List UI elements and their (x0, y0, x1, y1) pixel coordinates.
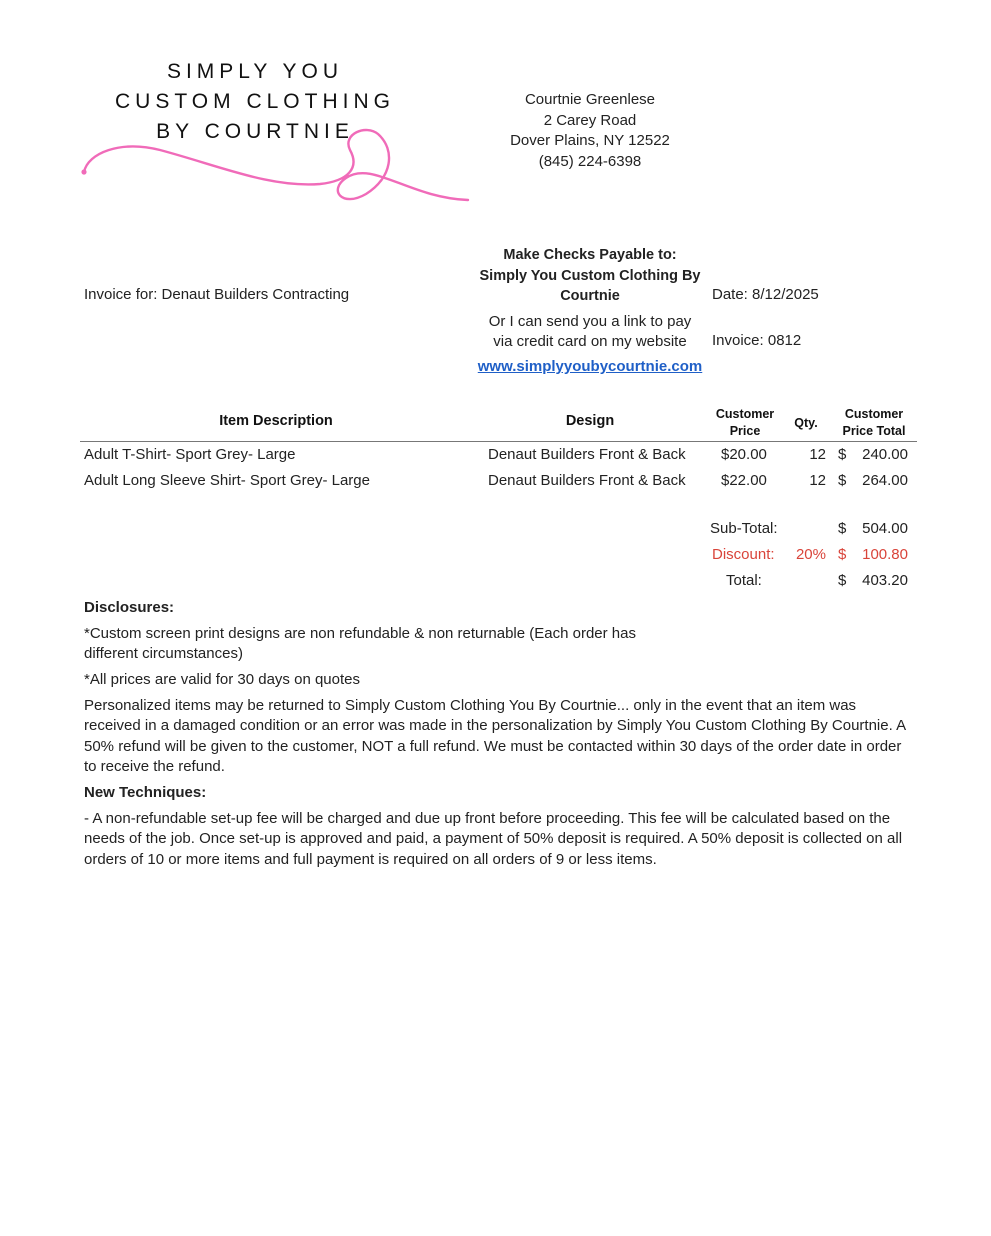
sender-city: Dover Plains, NY 12522 (510, 132, 670, 149)
disclosures-heading: Disclosures: (84, 599, 175, 616)
header-qty: Qty. (794, 416, 818, 430)
row-description: Adult T-Shirt- Sport Grey- Large (84, 446, 296, 463)
sender-phone: (845) 224-6398 (538, 152, 642, 170)
header-price-total-top: Customer (844, 407, 904, 421)
payment-instructions (470, 245, 710, 307)
checks-payee-cont: Courtnie (560, 288, 620, 304)
total-value: 403.20 (862, 572, 908, 589)
row-design: Denaut Builders Front & Back (488, 472, 686, 489)
header-price-total-bottom: Price Total (842, 424, 906, 438)
online-note-line1: Or I can send you a link to pay (488, 313, 692, 330)
disclosure-item-2: *All prices are valid for 30 days on quotes (84, 671, 360, 688)
invoice-date: Date: 8/12/2025 (712, 286, 819, 303)
row-total: 264.00 (862, 472, 908, 489)
sender-name: Courtnie Greenlese (524, 91, 656, 108)
disclosure-item-1-line2: different circumstances) (84, 645, 243, 663)
disclosure-item-1-line1: *Custom screen print designs are non refundable & non returnable (Each order has (84, 625, 636, 642)
online-note-line2: via credit card on my website (493, 333, 687, 350)
checks-heading: Make Checks Payable to: (503, 247, 677, 263)
disclosure-item-1 (84, 624, 914, 665)
total-label: Total: (726, 572, 762, 589)
subtotal-value: 504.00 (862, 520, 908, 537)
logo-line-2: CUSTOM CLOTHING (115, 90, 395, 113)
row-qty: 12 (809, 472, 826, 489)
invoice-number: Invoice: 0812 (712, 332, 802, 349)
discount-label: Discount: (712, 546, 775, 563)
header-price-total (830, 406, 918, 440)
row-price: $20.00 (721, 446, 767, 463)
techniques-text: - A non-refundable set-up fee will be charged and due up front before proceeding. This fee will be calculated based on the needs of the job. Once set-up is approved and paid, a payment of 50% deposit is required. A 50% deposit is collected on all orders of 10 or more items and full payment is required on all orders of 9 or less items. (84, 810, 903, 868)
subtotal-currency: $ (838, 520, 847, 537)
returns-policy: Personalized items may be returned to Simply Custom Clothing You By Courtnie... only in the event that an item was received in a damaged condition or an error was made in the personalization by Simply You Custom Clothing By Courtnie. A 50% refund will be given to the customer, NOT a full refund. We must be contacted within 30 days of the order date in order to receive the refund. (84, 697, 906, 775)
logo-line-3: BY COURTNIE (156, 120, 354, 143)
header-customer-price-top: Customer (715, 407, 775, 421)
row-design: Denaut Builders Front & Back (488, 446, 686, 463)
table-header-divider (80, 441, 917, 442)
row-total: 240.00 (862, 446, 908, 463)
subtotal-label: Sub-Total: (710, 520, 778, 537)
invoice-recipient: Invoice for: Denaut Builders Contracting (84, 286, 350, 303)
header-customer-price (705, 406, 785, 440)
row-price: $22.00 (721, 472, 767, 489)
header-customer-price-bottom: Price (729, 424, 761, 438)
checks-payee: Simply You Custom Clothing By (479, 267, 701, 284)
row-qty: 12 (809, 446, 826, 463)
row-currency: $ (838, 446, 847, 463)
row-currency: $ (838, 472, 847, 489)
brand-logo (80, 58, 470, 218)
header-design: Design (565, 413, 615, 429)
logo-line-1: SIMPLY YOU (166, 60, 344, 83)
online-payment-note (470, 312, 710, 352)
discount-value: 100.80 (862, 546, 908, 563)
sender-address (480, 90, 700, 172)
sender-street: 2 Carey Road (543, 111, 637, 129)
discount-percent: 20% (795, 546, 826, 563)
discount-currency: $ (838, 546, 847, 563)
total-currency: $ (838, 572, 847, 589)
row-description: Adult Long Sleeve Shirt- Sport Grey- Large (84, 472, 370, 489)
website-link[interactable]: www.simplyyoubycourtnie.com (477, 358, 703, 375)
header-item-description: Item Description (219, 413, 333, 429)
techniques-heading: New Techniques: (84, 784, 207, 801)
